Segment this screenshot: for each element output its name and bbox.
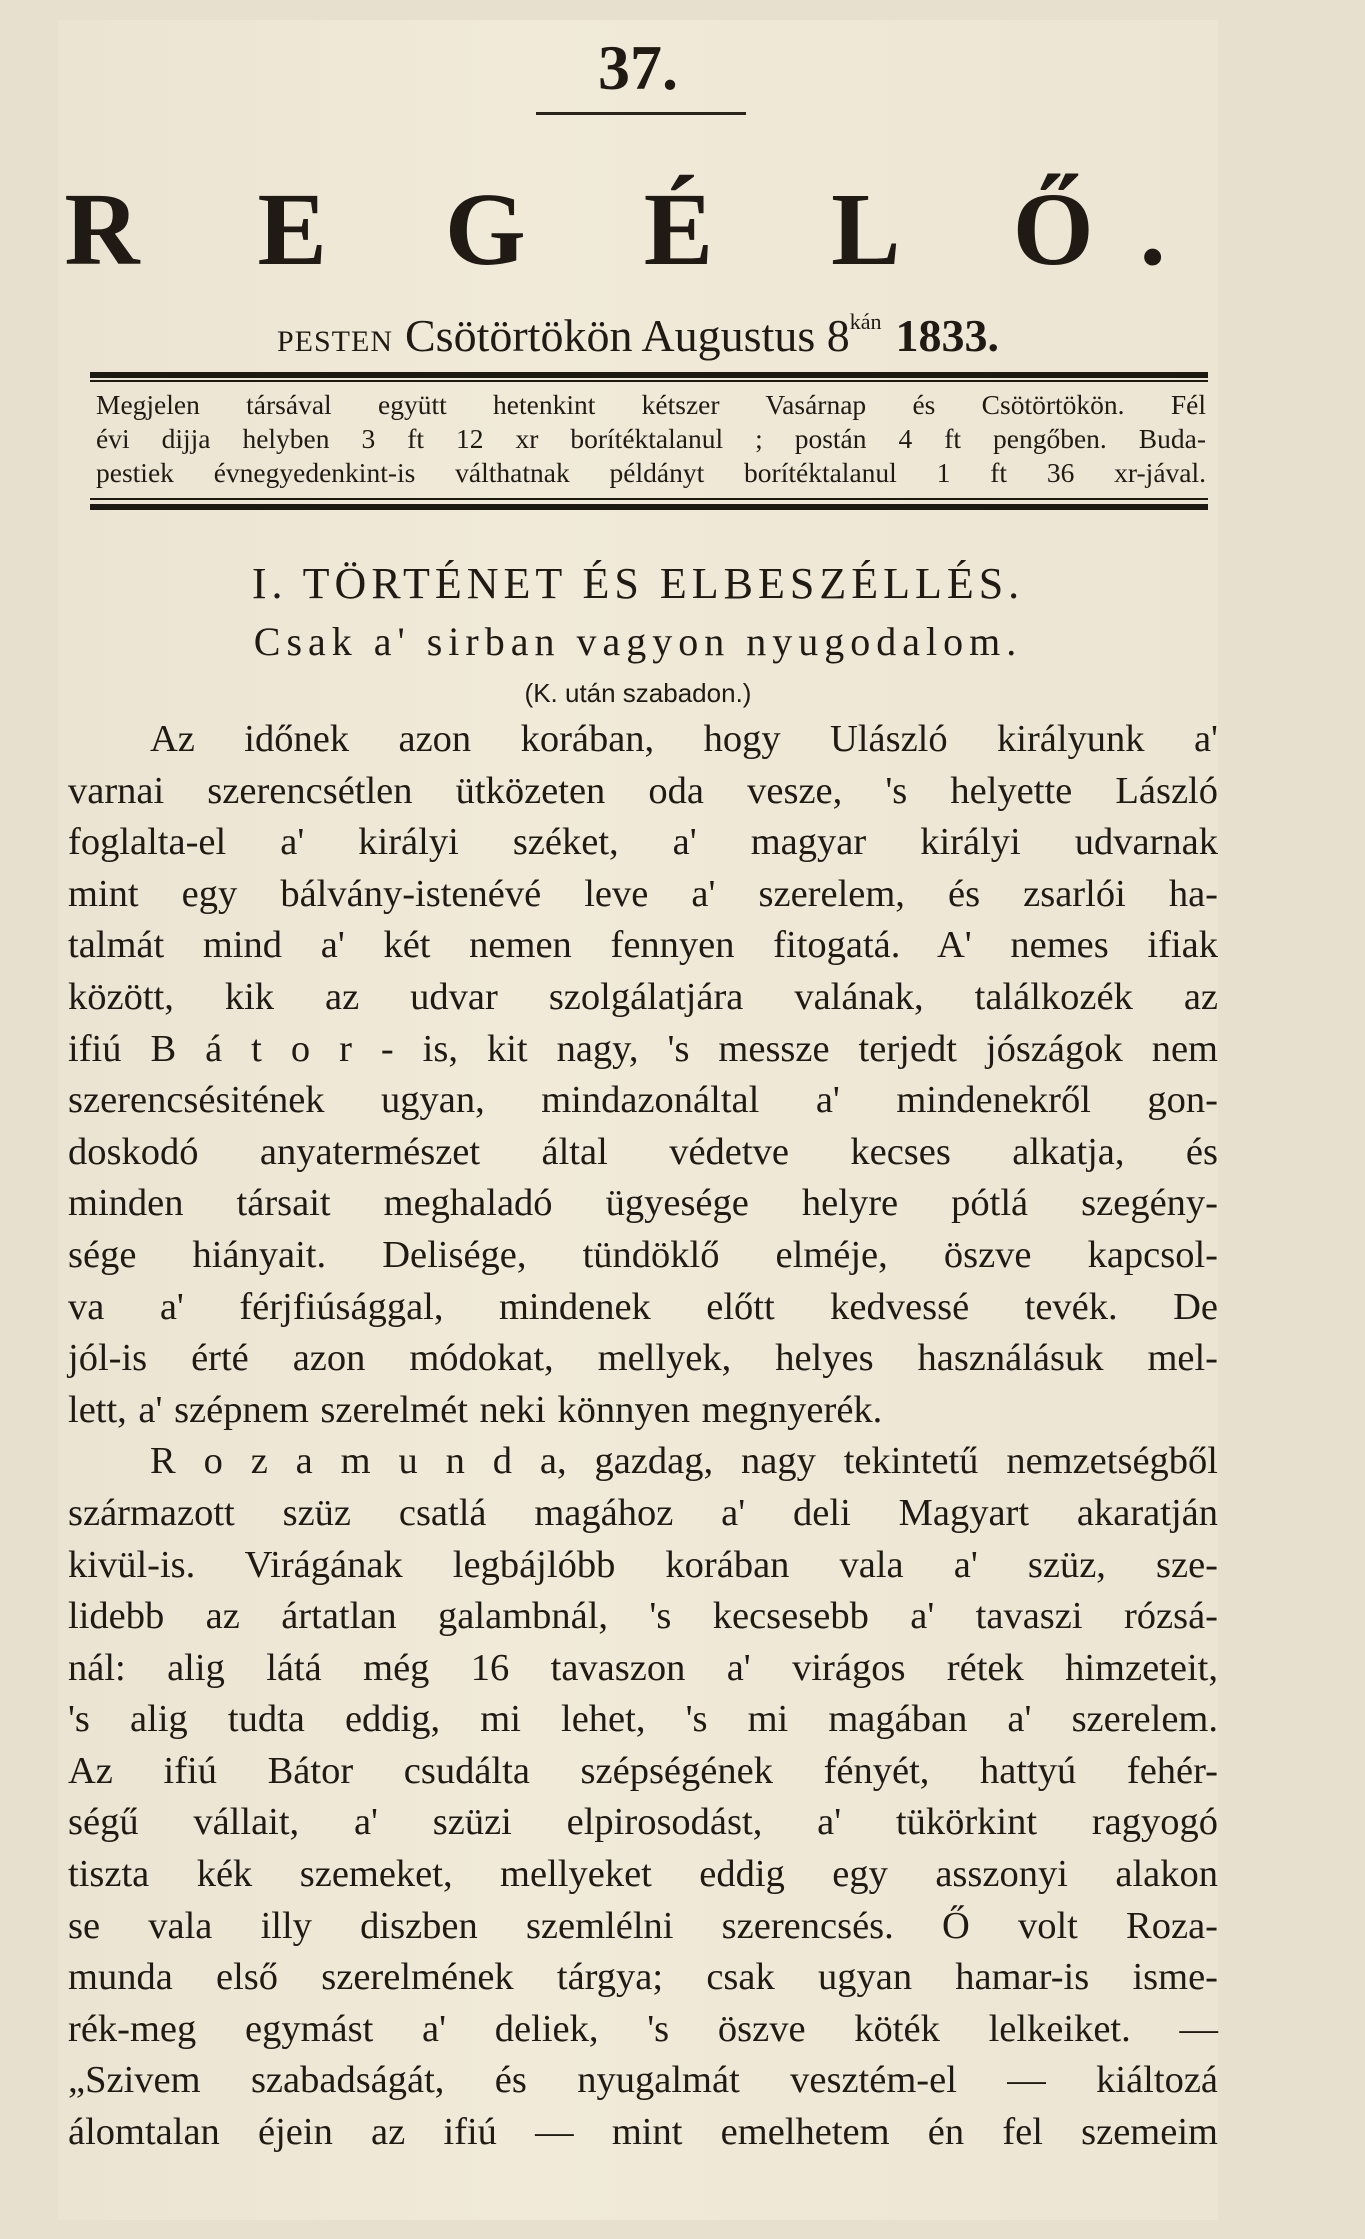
notice-rule-thin [90, 498, 1208, 500]
text-line: Az ifiú Bátor csudálta szépségének fényét, hattyú fehér- [68, 1749, 1218, 1792]
page-number-rule [536, 112, 746, 115]
masthead-title: R E G É L Ő. [64, 172, 1212, 287]
article-body [68, 714, 1218, 2159]
text-line: R o z a m u n d a, gazdag, nagy tekintetű nemzetségből [150, 1440, 1218, 1483]
notice-rule-bottom [90, 504, 1208, 510]
header-rule-top [90, 372, 1208, 378]
dateline-city: PESTEN [276, 325, 393, 358]
dateline-day-date: Csötörtökön Augustus 8 [405, 310, 850, 361]
text-line: va a' férjfiúsággal, mindenek előtt kedvessé tevék. De [68, 1285, 1218, 1328]
text-line: sége hiányait. Delisége, tündöklő elméje, öszve kapcsol- [68, 1233, 1218, 1276]
text-line: között, kik az udvar szolgálatjára valának, találkozék az [68, 975, 1218, 1018]
text-line: jól-is érté azon módokat, mellyek, helyes használásuk mel- [68, 1337, 1218, 1380]
text-line: álomtalan éjein az ifiú — mint emelhetem én fel szemeim [68, 2111, 1218, 2154]
text-line: lett, a' szépnem szerelmét neki könnyen megnyerék. [68, 1388, 883, 1431]
section-heading: I. TÖRTÉNET ÉS ELBESZÉLLÉS. [251, 559, 1025, 608]
newspaper-page [58, 20, 1218, 2220]
paragraph-2 [68, 1436, 1218, 2158]
text-line: minden társait meghaladó ügyesége helyre pótlá szegény- [68, 1182, 1218, 1225]
paragraph-1 [68, 714, 1218, 1436]
text-line: varnai szerencsétlen ütközeten oda vesze, 's helyette László [68, 769, 1218, 812]
dateline-year: 1833. [895, 310, 999, 361]
header-rule-top-thin [90, 380, 1208, 382]
text-line: tiszta kék szemeket, mellyeket eddig egy asszonyi alakon [68, 1853, 1218, 1896]
text-line: mint egy bálvány-istenévé leve a' szerelem, és zsarlói ha- [68, 872, 1218, 915]
text-line: doskodó anyatermészet által védetve kecses alkatja, és [68, 1130, 1218, 1173]
text-line: „Szivem szabadságát, és nyugalmát vesztém-el — kiáltozá [68, 2059, 1218, 2102]
text-line: lidebb az ártatlan galambnál, 's kecsesebb a' tavaszi rózsá- [68, 1595, 1218, 1638]
dateline [58, 292, 1218, 372]
text-line: se vala illy diszben szemlélni szerencsés. Ő volt Roza- [68, 1904, 1218, 1947]
text-line: ségű vállait, a' szüzi elpirosodást, a' tükörkint ragyogó [68, 1801, 1218, 1844]
notice-line: pestiek évnegyedenkint-is válthatnak példányt borítéktalanul 1 ft 36 xr-jával. [96, 457, 1206, 488]
subscription-notice [96, 388, 1206, 490]
text-line: szerencsésitének ugyan, mindazonáltal a' mindenekről gon- [68, 1079, 1218, 1122]
text-line: foglalta-el a' királyi széket, a' magyar királyi udvarnak [68, 821, 1218, 864]
dateline-suffix: kán [849, 309, 882, 334]
text-line: kivül-is. Virágának legbájlóbb korában vala a' szüz, sze- [68, 1543, 1218, 1586]
story-attribution: (K. után szabadon.) [524, 678, 752, 708]
page-number: 37. [598, 32, 678, 103]
notice-line: évi dijja helyben 3 ft 12 xr borítéktalanul ; postán 4 ft pengőben. Buda- [96, 423, 1206, 454]
notice-line: Megjelen társával együtt hetenkint kétszer Vasárnap és Csötörtökön. Fél [96, 389, 1206, 420]
text-line: Az időnek azon korában, hogy Ulászló királyunk a' [150, 718, 1218, 760]
text-line: 's alig tudta eddig, mi lehet, 's mi magában a' szerelem. [68, 1698, 1218, 1741]
text-line: munda első szerelmének tárgya; csak ugyan hamar-is isme- [68, 1956, 1218, 1999]
text-line: talmát mind a' két nemen fennyen fitogatá. A' nemes ifiak [68, 924, 1218, 967]
text-line: ifiú B á t o r - is, kit nagy, 's messze terjedt jószágok nem [68, 1027, 1218, 1070]
text-line: rék-meg egymást a' deliek, 's öszve köték lelkeiket. — [68, 2007, 1218, 2050]
text-line: nál: alig látá még 16 tavaszon a' virágos rétek himzeteit, [68, 1646, 1218, 1689]
text-line: származott szüz csatlá magához a' deli Magyart akaratján [68, 1491, 1218, 1534]
story-title: Csak a' sirban vagyon nyugodalom. [253, 619, 1023, 664]
